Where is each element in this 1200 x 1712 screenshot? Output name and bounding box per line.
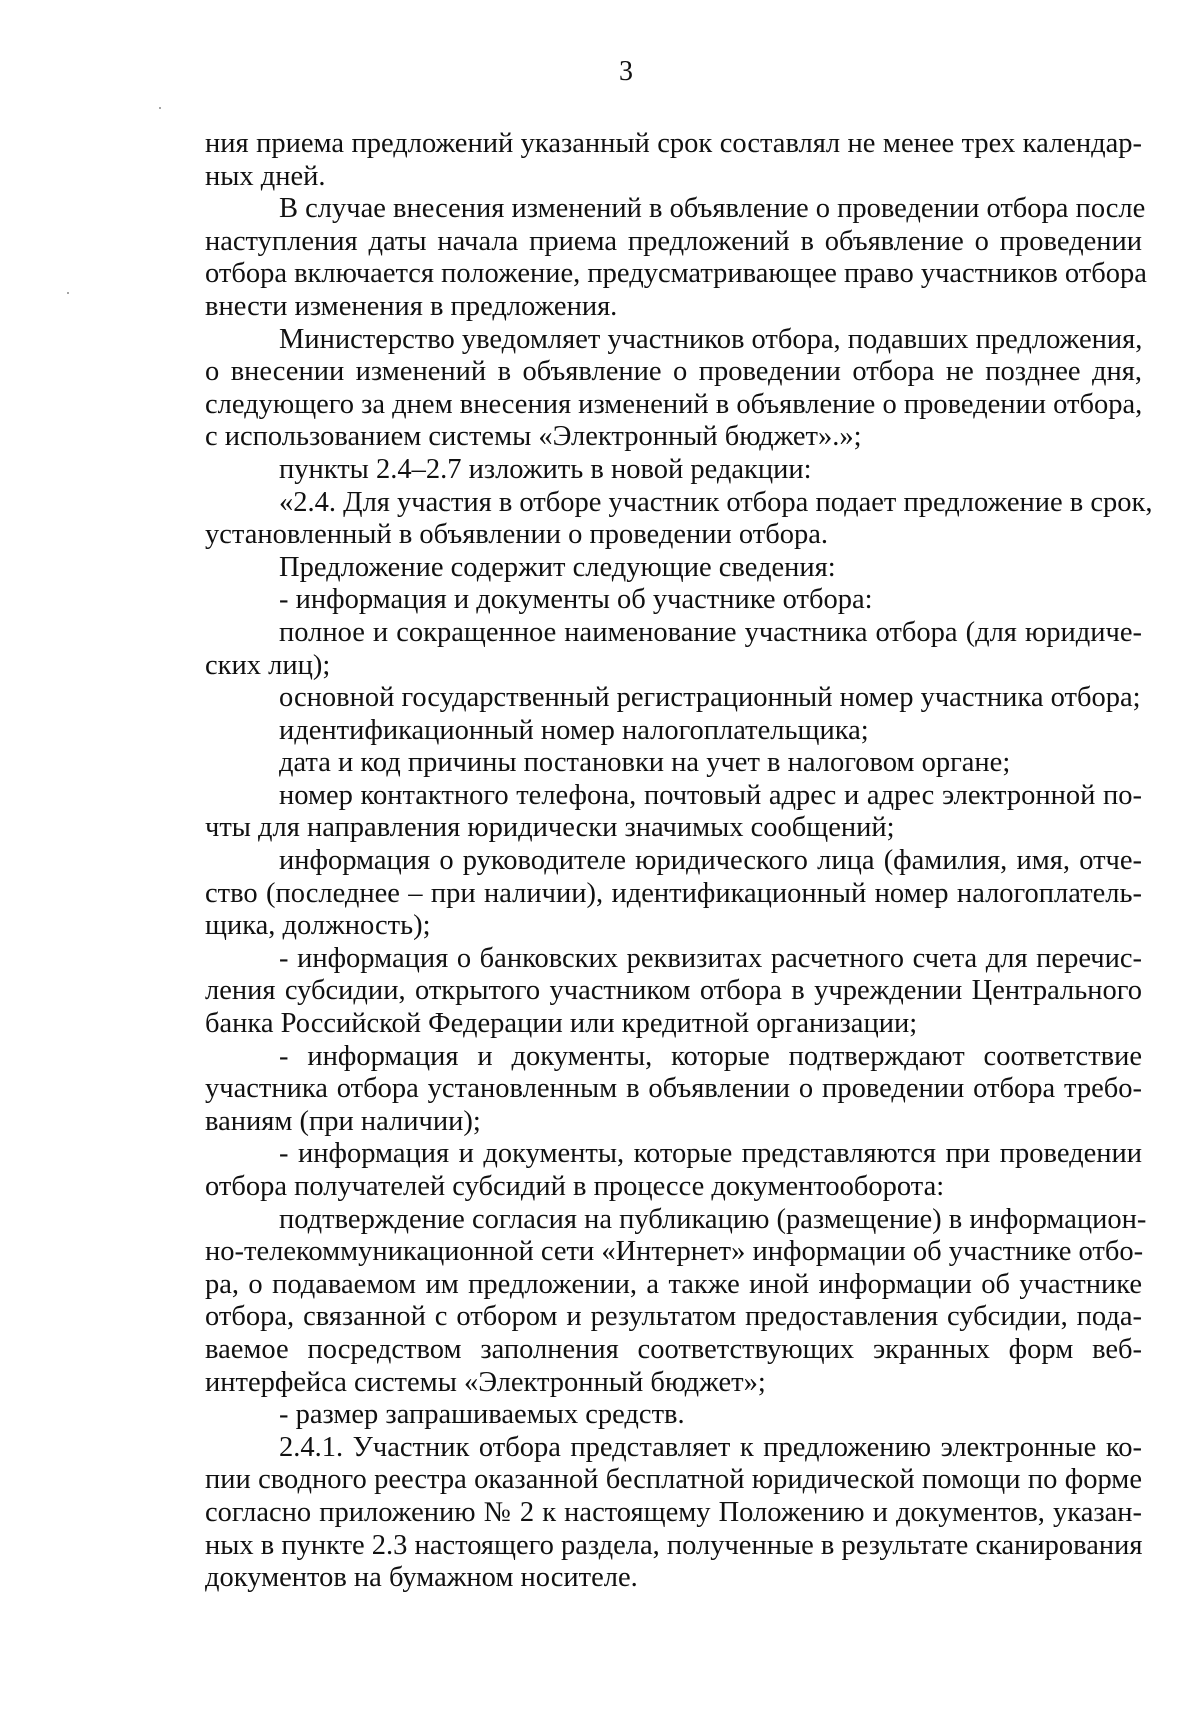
text-line: щика, должность);: [205, 910, 431, 942]
text-line: Министерство уведомляет участников отбора, подавших предложения,: [279, 323, 1143, 355]
text-line: - информация и документы об участнике отбора:: [279, 584, 873, 616]
text-line: Предложение содержит следующие сведения:: [279, 551, 836, 583]
text-line: «2.4. Для участия в отборе участник отбора подает предложение в срок,: [279, 486, 1153, 518]
text-line: внести изменения в предложения.: [205, 290, 618, 322]
text-line: банка Российской Федерации или кредитной организации;: [205, 1008, 918, 1040]
text-line: ных дней.: [205, 160, 326, 192]
text-line: ваемое посредством заполнения соответствующих экранных форм веб-: [205, 1333, 1142, 1365]
text-line: - информация и документы, которые представляются при проведении: [279, 1138, 1142, 1170]
text-line: полное и сокращенное наименование участника отбора (для юридиче-: [279, 616, 1142, 648]
text-line: участника отбора установленным в объявлении о проведении отбора требо-: [205, 1073, 1142, 1105]
text-line: ваниям (при наличии);: [205, 1105, 481, 1137]
text-line: отбора получателей субсидий в процессе документооборота:: [205, 1171, 945, 1202]
text-line: номер контактного телефона, почтовый адрес и адрес электронной по-: [279, 779, 1142, 811]
text-line: - размер запрашиваемых средств.: [279, 1399, 685, 1431]
text-line: наступления даты начала приема предложений в объявление о проведении: [205, 225, 1142, 257]
text-line: пии сводного реестра оказанной бесплатной юридической помощи по форме: [205, 1464, 1142, 1496]
text-line: подтверждение согласия на публикацию (размещение) в информацион-: [279, 1203, 1147, 1235]
text-line: отбора, связанной с отбором и результатом предоставления субсидии, пода-: [205, 1301, 1142, 1333]
text-line: ских лиц);: [205, 649, 331, 681]
text-line: отбора включается положение, предусматривающее право участников отбора: [205, 258, 1147, 290]
text-line: основной государственный регистрационный номер участника отбора;: [279, 682, 1141, 714]
text-line: документов на бумажном носителе.: [205, 1562, 638, 1594]
text-line: следующего за днем внесения изменений в объявление о проведении отбора,: [205, 388, 1143, 420]
text-line: информация о руководителе юридического лица (фамилия, имя, отче-: [279, 845, 1142, 877]
scan-speck: [159, 107, 161, 109]
text-line: В случае внесения изменений в объявление о проведении отбора после: [279, 193, 1146, 225]
text-line: интерфейса системы «Электронный бюджет»;: [205, 1366, 766, 1398]
text-line: - информация и документы, которые подтверждают соответствие: [279, 1040, 1142, 1072]
text-line: согласно приложению № 2 к настоящему Положению и документов, указан-: [205, 1496, 1142, 1528]
text-line: идентификационный номер налогоплательщика;: [279, 714, 869, 746]
text-line: установленный в объявлении о проведении отбора.: [205, 519, 828, 551]
text-line: ство (последнее – при наличии), идентификационный номер налогоплатель-: [205, 877, 1142, 909]
text-line: чты для направления юридически значимых сообщений;: [205, 812, 895, 844]
page-number: 3: [619, 56, 633, 87]
text-line: о внесении изменений в объявление о проведении отбора не позднее дня,: [205, 356, 1142, 388]
text-line: с использованием системы «Электронный бюджет».»;: [205, 421, 862, 453]
text-line: дата и код причины постановки на учет в налоговом органе;: [279, 747, 1011, 779]
text-line: ра, о подаваемом им предложении, а также иной информации об участнике: [205, 1268, 1142, 1300]
document-text: [205, 128, 1153, 1595]
scan-speck: [67, 292, 69, 294]
text-line: 2.4.1. Участник отбора представляет к предложению электронные ко-: [279, 1431, 1142, 1463]
text-line: пункты 2.4–2.7 изложить в новой редакции:: [279, 453, 812, 485]
text-line: ления субсидии, открытого участником отбора в учреждении Центрального: [205, 975, 1142, 1007]
text-line: ния приема предложений указанный срок составлял не менее трех календар-: [205, 128, 1142, 159]
text-line: но-телекоммуникационной сети «Интернет» информации об участнике отбо-: [205, 1236, 1144, 1268]
text-line: ных в пункте 2.3 настоящего раздела, полученные в результате сканирования: [205, 1529, 1143, 1561]
text-line: - информация о банковских реквизитах расчетного счета для перечис-: [279, 942, 1142, 974]
